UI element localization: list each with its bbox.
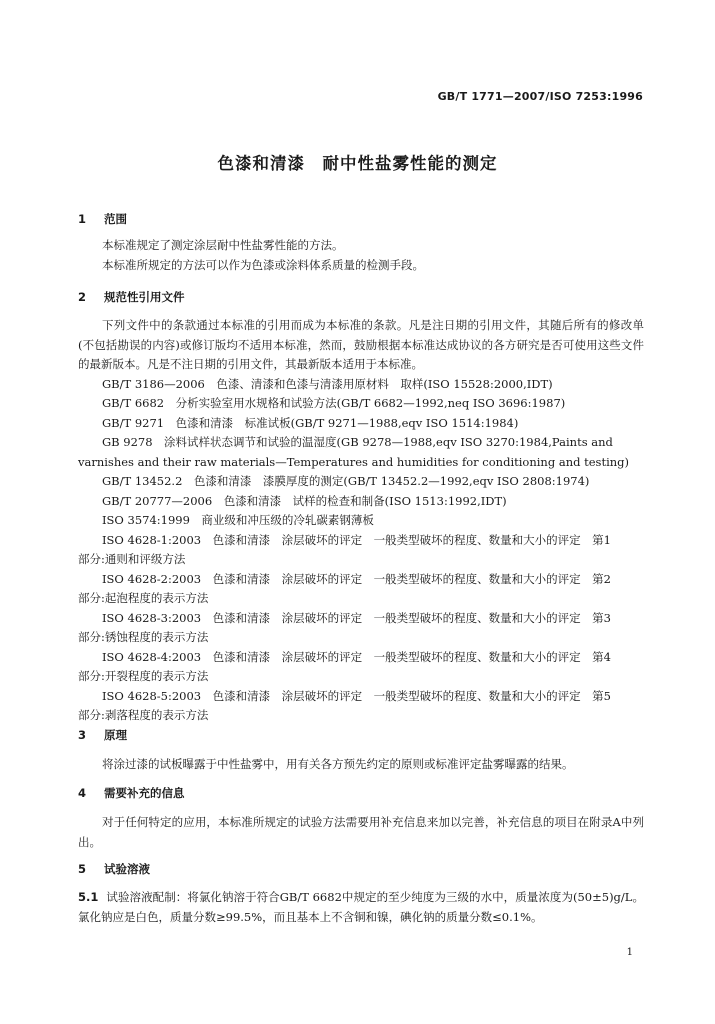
reference-item: ISO 4628-3:2003 色漆和清漆 涂层破坏的评定 一般类型破坏的程度、数量和大小的评定 第3 — [102, 610, 611, 625]
reference-item-cont: 部分:开裂程度的表示方法 — [78, 669, 209, 683]
section-1 — [78, 210, 644, 230]
clause-number: 5.1 — [78, 890, 99, 904]
reference-item: GB/T 20777—2006 色漆和清漆 试样的检查和制备(ISO 1513:1992,IDT) — [102, 493, 507, 508]
reference-item-cont: 部分:起泡程度的表示方法 — [78, 591, 209, 605]
reference-item-cont: 部分:通则和评级方法 — [78, 552, 186, 566]
reference-item-cont: 部分:锈蚀程度的表示方法 — [78, 630, 209, 644]
paragraph: 将涂过漆的试板曝露于中性盐雾中，用有关各方预先约定的原则或标准评定盐雾曝露的结果。 — [102, 757, 574, 771]
section-4 — [78, 784, 644, 804]
section-4-body — [78, 813, 644, 852]
section-1-body — [78, 236, 644, 275]
reference-item: GB/T 6682 分析实验室用水规格和试验方法(GB/T 6682—1992,neq ISO 3696:1987) — [102, 396, 566, 410]
reference-item: GB/T 3186—2006 色漆、清漆和色漆与清漆用原材料 取样(ISO 15528:2000,IDT) — [102, 376, 553, 391]
section-2-body — [78, 316, 644, 726]
section-5 — [78, 860, 644, 880]
section-title: 范围 — [104, 212, 127, 226]
paragraph: 本标准所规定的方法可以作为色漆或涂料体系质量的检测手段。 — [102, 257, 424, 272]
paragraph: 本标准规定了测定涂层耐中性盐雾性能的方法。 — [102, 238, 344, 252]
section-heading — [78, 860, 644, 880]
document-title: 色漆和清漆 耐中性盐雾性能的测定 — [217, 154, 498, 173]
section-number: 3 — [78, 728, 87, 742]
standard-code: GB/T 1771—2007/ISO 7253:1996 — [437, 90, 643, 103]
section-heading — [78, 726, 644, 746]
section-number: 4 — [78, 786, 87, 800]
reference-item: GB/T 13452.2 色漆和清漆 漆膜厚度的测定(GB/T 13452.2—1992,eqv ISO 2808:1974) — [102, 474, 590, 488]
section-heading — [78, 210, 644, 230]
section-title: 试验溶液 — [104, 862, 150, 876]
reference-item: ISO 4628-2:2003 色漆和清漆 涂层破坏的评定 一般类型破坏的程度、数量和大小的评定 第2 — [102, 571, 611, 586]
section-3 — [78, 726, 644, 746]
section-heading — [78, 288, 644, 308]
paragraph: 下列文件中的条款通过本标准的引用而成为本标准的条款。凡是注日期的引用文件，其随后所有的修改单(不包括勘误的内容)或修订版均不适用本标准，然而，鼓励根据本标准达成协议的各方研究是否可使用这些文件的最新版本。凡是不注日期的引用文件，其最新版本适用于本标准。 — [78, 318, 644, 371]
reference-item: ISO 4628-4:2003 色漆和清漆 涂层破坏的评定 一般类型破坏的程度、数量和大小的评定 第4 — [102, 649, 611, 664]
reference-list — [78, 375, 644, 726]
section-title: 需要补充的信息 — [104, 786, 185, 800]
section-title: 原理 — [104, 728, 127, 742]
section-3-body — [78, 755, 644, 775]
reference-item: ISO 4628-1:2003 色漆和清漆 涂层破坏的评定 一般类型破坏的程度、数量和大小的评定 第1 — [102, 532, 611, 547]
reference-item: ISO 4628-5:2003 色漆和清漆 涂层破坏的评定 一般类型破坏的程度、数量和大小的评定 第5 — [102, 688, 611, 703]
section-5-body — [78, 888, 644, 927]
section-number: 5 — [78, 862, 87, 876]
reference-item-cont: varnishes and their raw materials—Temperatures and humidities for conditioning and testing) — [78, 454, 630, 469]
section-number: 2 — [78, 290, 87, 304]
section-number: 1 — [78, 212, 87, 226]
reference-item-cont: 部分:剥落程度的表示方法 — [78, 708, 209, 722]
paragraph: 对于任何特定的应用，本标准所规定的试验方法需要用补充信息来加以完善，补充信息的项目在附录A中列出。 — [78, 815, 644, 849]
reference-item: ISO 3574:1999 商业级和冲压级的冷轧碳素钢薄板 — [102, 513, 374, 527]
section-2 — [78, 288, 644, 308]
section-title: 规范性引用文件 — [104, 290, 185, 304]
page-number: 1 — [626, 947, 633, 958]
reference-item: GB/T 9271 色漆和清漆 标准试板(GB/T 9271—1988,eqv ISO 1514:1984) — [102, 415, 519, 430]
reference-item: GB 9278 涂料试样状态调节和试验的温湿度(GB 9278—1988,eqv ISO 3270:1984,Paints and — [102, 435, 613, 449]
section-heading — [78, 784, 644, 804]
clause-text: 试验溶液配制：将氯化钠溶于符合GB/T 6682中规定的至少纯度为三级的水中，质量浓度为(50±5)g/L。氯化钠应是白色，质量分数≥99.5%，而且基本上不含铜和镍，碘化钠的质量分数≤0.1%。 — [78, 890, 644, 924]
clause-5-1 — [78, 888, 644, 927]
